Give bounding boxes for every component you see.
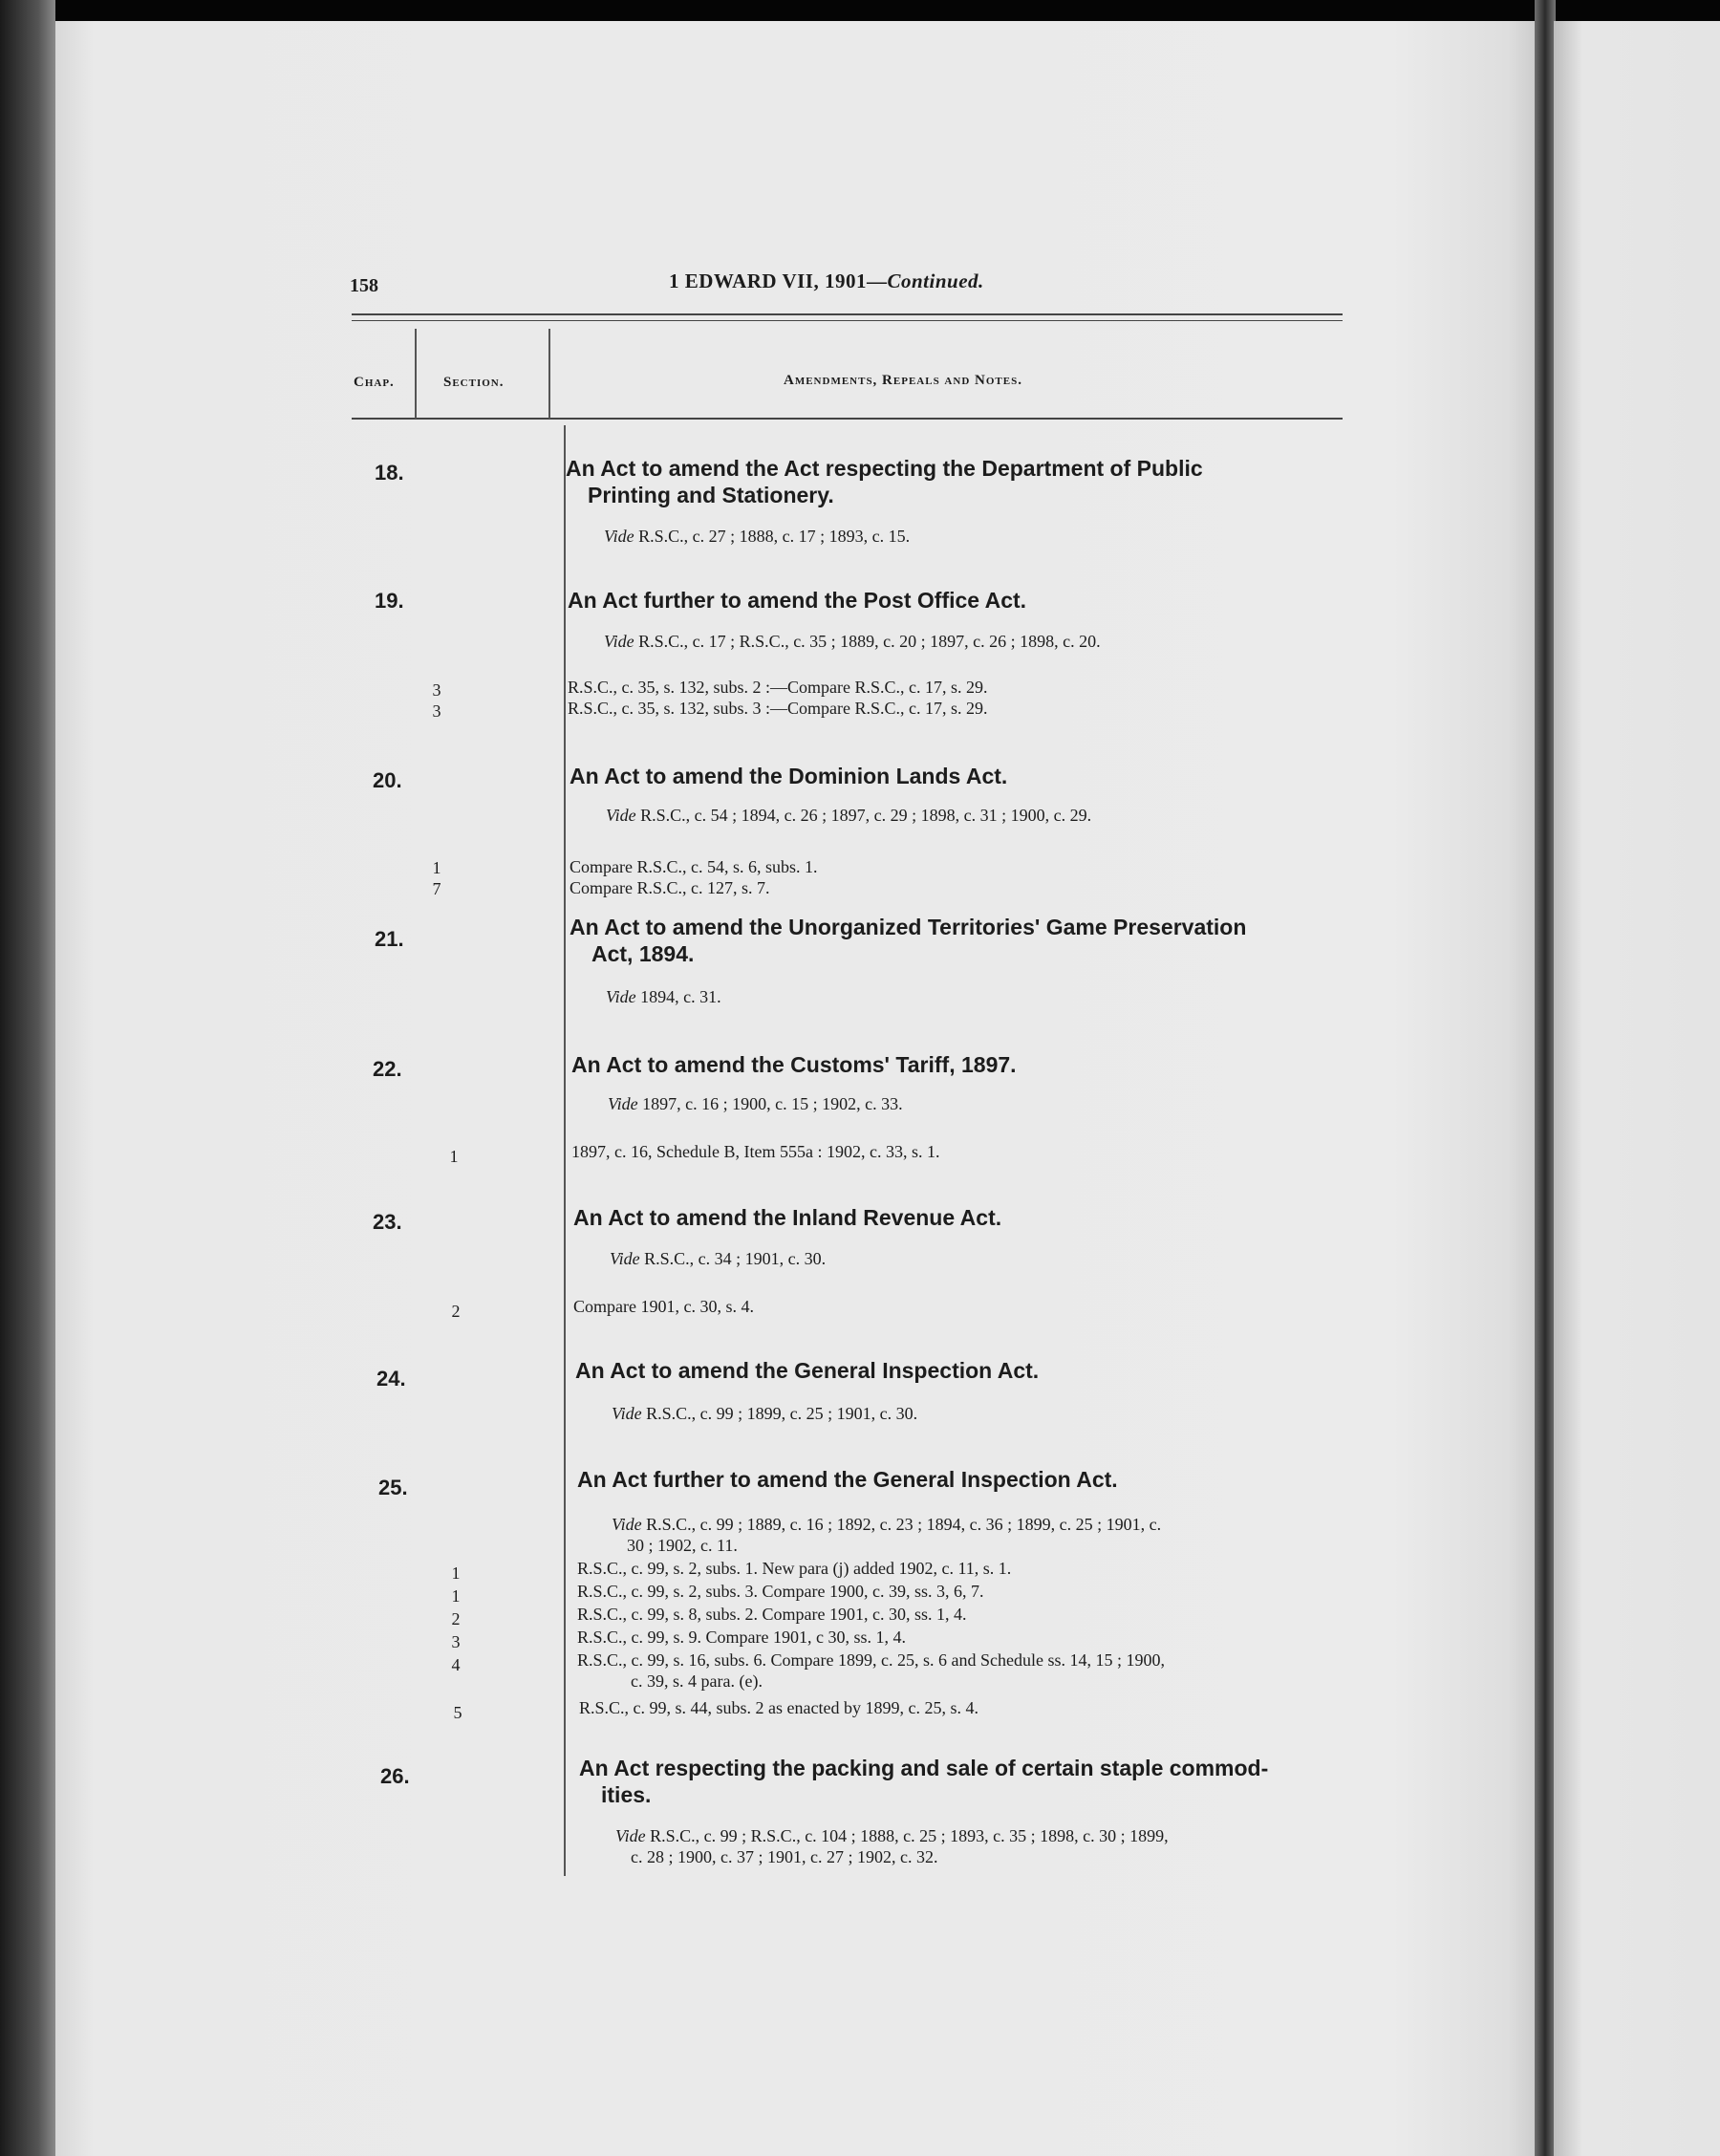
section-note: R.S.C., c. 99, s. 9. Compare 1901, c 30, ss. 1, 4. — [577, 1628, 906, 1647]
book-spine — [0, 0, 55, 2156]
section-note: R.S.C., c. 99, s. 44, subs. 2 as enacted by 1899, c. 25, s. 4. — [579, 1698, 978, 1717]
act-title-line: An Act to amend the Unorganized Territories' Game Preservation — [570, 915, 1247, 939]
act-title — [570, 914, 1363, 967]
vide-reference — [612, 1403, 917, 1424]
act-title-line: An Act further to amend the Post Office Act. — [568, 588, 1027, 613]
section-number: 4 — [451, 1655, 461, 1674]
act-title — [573, 1204, 1001, 1231]
vide-label: Vide — [606, 987, 636, 1006]
act-title-line: An Act respecting the packing and sale of certain staple commod- — [579, 1756, 1269, 1780]
chapter-number: 22. — [373, 1057, 402, 1081]
section-note: Compare R.S.C., c. 54, s. 6, subs. 1. — [570, 857, 818, 876]
section-number: 1 — [451, 1586, 461, 1606]
section-number: 1 — [432, 858, 441, 877]
facing-page-edge — [1554, 21, 1720, 2156]
section-number: 1 — [451, 1563, 461, 1583]
section-note: Compare R.S.C., c. 127, s. 7. — [570, 878, 770, 897]
vide-label: Vide — [615, 1826, 646, 1845]
vide-reference — [604, 631, 1101, 652]
act-title — [579, 1755, 1372, 1808]
chapter-number: 18. — [375, 461, 404, 485]
column-header-section: Section. — [443, 375, 505, 390]
act-title — [575, 1357, 1039, 1384]
chapter-number: 21. — [375, 927, 404, 951]
section-number: 7 — [432, 879, 441, 898]
vide-label: Vide — [604, 527, 634, 546]
chapter-number: 20. — [373, 768, 402, 792]
chapter-number: 23. — [373, 1210, 402, 1234]
section-note: R.S.C., c. 35, s. 132, subs. 3 :—Compare R.S.C., c. 17, s. 29. — [568, 699, 988, 718]
section-number: 2 — [451, 1302, 461, 1321]
running-head-continued: Continued. — [887, 270, 984, 292]
chapter-number: 25. — [378, 1476, 408, 1499]
page-number: 158 — [350, 275, 378, 296]
vide-citations: R.S.C., c. 54 ; 1894, c. 26 ; 1897, c. 29 ; 1898, c. 31 ; 1900, c. 29. — [640, 806, 1092, 825]
section-number: 3 — [451, 1632, 461, 1651]
vide-reference — [610, 1248, 826, 1269]
vide-label: Vide — [612, 1404, 642, 1423]
section-note-continued: c. 39, s. 4 para. (e). — [631, 1671, 763, 1691]
vide-citations: R.S.C., c. 17 ; R.S.C., c. 35 ; 1889, c. 20 ; 1897, c. 26 ; 1898, c. 20. — [638, 632, 1101, 651]
act-title — [568, 587, 1026, 614]
chap-column-divider — [415, 329, 417, 419]
section-number: 3 — [432, 680, 441, 700]
vide-citations-continued: 30 ; 1902, c. 11. — [627, 1536, 738, 1555]
header-rule — [352, 418, 1343, 420]
act-title-line: ities. — [601, 1782, 652, 1807]
vide-reference — [608, 1093, 903, 1114]
section-column-divider — [564, 425, 566, 1876]
section-number: 1 — [449, 1147, 459, 1166]
act-title — [577, 1466, 1118, 1493]
vide-label: Vide — [606, 806, 636, 825]
act-title — [566, 455, 1349, 508]
vide-reference — [606, 805, 1091, 826]
vide-reference — [604, 526, 910, 547]
act-title-line: An Act to amend the Inland Revenue Act. — [573, 1205, 1002, 1230]
section-note: R.S.C., c. 35, s. 132, subs. 2 :—Compare R.S.C., c. 17, s. 29. — [568, 678, 988, 697]
vide-citations: 1894, c. 31. — [640, 987, 721, 1006]
act-title — [571, 1051, 1017, 1078]
section-note: R.S.C., c. 99, s. 2, subs. 3. Compare 1900, c. 39, ss. 3, 6, 7. — [577, 1582, 984, 1601]
chapter-number: 24. — [376, 1367, 406, 1391]
scan-top-band — [0, 0, 1720, 21]
vide-label: Vide — [608, 1094, 638, 1113]
vide-label: Vide — [612, 1515, 642, 1534]
section-note-line: R.S.C., c. 99, s. 16, subs. 6. Compare 1899, c. 25, s. 6 and Schedule ss. 14, 15 ; 1900, — [577, 1650, 1165, 1670]
column-header-chap: Chap. — [354, 375, 395, 390]
vide-citations: R.S.C., c. 99 ; 1889, c. 16 ; 1892, c. 23 ; 1894, c. 36 ; 1899, c. 25 ; 1901, c. — [646, 1515, 1162, 1534]
section-number: 2 — [451, 1609, 461, 1628]
section-note: R.S.C., c. 99, s. 2, subs. 1. New para (j) added 1902, c. 11, s. 1. — [577, 1559, 1012, 1578]
section-column-divider-head — [548, 329, 550, 419]
running-head-title: 1 EDWARD VII, 1901 — [669, 270, 867, 292]
act-title-line: An Act to amend the Customs' Tariff, 1897. — [571, 1052, 1017, 1077]
vide-citations: R.S.C., c. 34 ; 1901, c. 30. — [644, 1249, 827, 1268]
act-title-line: An Act further to amend the General Inspection Act. — [577, 1467, 1118, 1492]
vide-reference — [606, 986, 721, 1007]
act-title-line: Act, 1894. — [591, 941, 695, 966]
act-title-line: An Act to amend the Dominion Lands Act. — [570, 764, 1008, 788]
column-header-notes: Amendments, Repeals and Notes. — [784, 373, 1022, 388]
vide-citations: R.S.C., c. 99 ; R.S.C., c. 104 ; 1888, c. 25 ; 1893, c. 35 ; 1898, c. 30 ; 1899, — [650, 1826, 1169, 1845]
section-note: 1897, c. 16, Schedule B, Item 555a : 1902, c. 33, s. 1. — [571, 1142, 940, 1161]
act-title — [570, 763, 1007, 789]
section-note — [577, 1649, 1165, 1692]
section-note: Compare 1901, c. 30, s. 4. — [573, 1297, 754, 1316]
section-note: R.S.C., c. 99, s. 8, subs. 2. Compare 1901, c. 30, ss. 1, 4. — [577, 1605, 967, 1624]
running-head: 1 EDWARD VII, 1901—Continued. — [669, 270, 984, 292]
act-title-line: Printing and Stationery. — [588, 483, 834, 507]
section-number: 5 — [453, 1703, 462, 1722]
vide-reference — [612, 1514, 1366, 1556]
vide-reference — [615, 1825, 1370, 1867]
vide-citations-continued: c. 28 ; 1900, c. 37 ; 1901, c. 27 ; 1902, c. 32. — [631, 1847, 938, 1866]
chapter-number: 26. — [380, 1764, 410, 1788]
vide-label: Vide — [604, 632, 634, 651]
page-gutter — [1535, 0, 1556, 2156]
section-number: 3 — [432, 701, 441, 721]
vide-label: Vide — [610, 1249, 640, 1268]
vide-citations: 1897, c. 16 ; 1900, c. 15 ; 1902, c. 33. — [642, 1094, 903, 1113]
top-rule — [352, 313, 1343, 315]
vide-citations: R.S.C., c. 27 ; 1888, c. 17 ; 1893, c. 15. — [638, 527, 911, 546]
act-title-line: An Act to amend the General Inspection Act. — [575, 1358, 1040, 1383]
vide-citations: R.S.C., c. 99 ; 1899, c. 25 ; 1901, c. 30. — [646, 1404, 918, 1423]
top-rule-second — [352, 320, 1343, 321]
act-title-line: An Act to amend the Act respecting the Department of Public — [566, 456, 1203, 481]
chapter-number: 19. — [375, 589, 404, 613]
